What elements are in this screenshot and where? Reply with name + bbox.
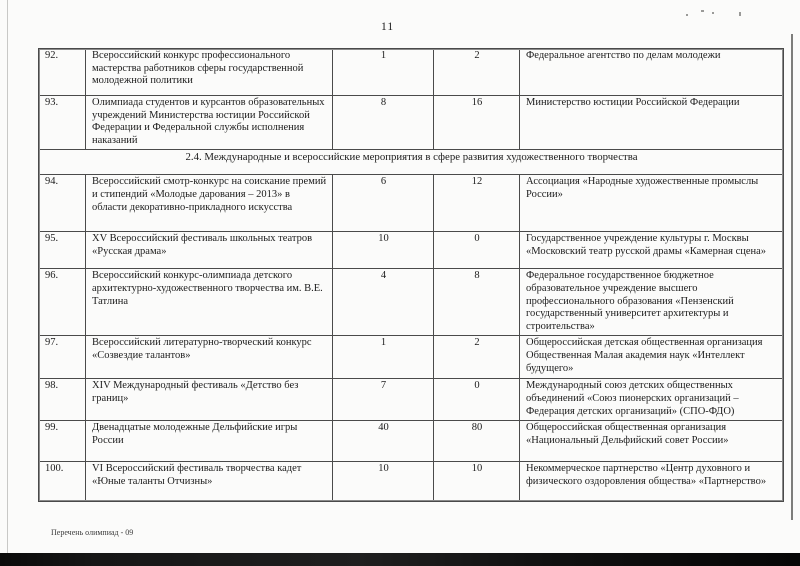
count-cell: 1 — [333, 49, 434, 96]
organizer-cell: Международный союз детских общественных объединений «Союз пионерских организаций – Федерация детских организаций» (СПО-ФДО) — [520, 379, 784, 421]
count-cell: 8 — [434, 269, 520, 336]
scan-artifact — [701, 10, 704, 12]
scan-artifact — [739, 12, 741, 16]
row-number-cell: 93. — [39, 96, 86, 150]
count-cell: 7 — [333, 379, 434, 421]
row-number-cell: 95. — [39, 232, 86, 269]
count-cell: 1 — [333, 336, 434, 379]
event-title-cell: Двенадцатые молодежные Дельфийские игры России — [86, 421, 333, 462]
organizer-cell: Общероссийская детская общественная организация Общественная Малая академия наук «Интеллект будущего» — [520, 336, 784, 379]
row-number-cell: 92. — [39, 49, 86, 96]
count-cell: 4 — [333, 269, 434, 336]
count-cell: 2 — [434, 336, 520, 379]
section-header-row — [39, 150, 784, 175]
event-title-cell: VI Всероссийский фестиваль творчества кадет «Юные таланты Отчизны» — [86, 462, 333, 502]
count-cell: 12 — [434, 175, 520, 232]
count-cell: 6 — [333, 175, 434, 232]
count-cell: 0 — [434, 379, 520, 421]
table-row — [39, 96, 784, 150]
count-cell: 0 — [434, 232, 520, 269]
scan-edge-line — [791, 34, 793, 520]
count-cell: 40 — [333, 421, 434, 462]
row-number-cell: 97. — [39, 336, 86, 379]
scan-edge-line — [7, 0, 8, 553]
organizer-cell: Общероссийская общественная организация «Национальный Дельфийский совет России» — [520, 421, 784, 462]
page-number: 11 — [381, 21, 395, 33]
table-row — [39, 379, 784, 421]
event-title-cell: Всероссийский смотр-конкурс на соискание премий и стипендий «Молодые дарования – 2013» в области декоративно-прикладного искусства — [86, 175, 333, 232]
scan-artifact — [686, 14, 688, 16]
organizer-cell: Федеральное агентство по делам молодежи — [520, 49, 784, 96]
table-row — [39, 269, 784, 336]
table-row — [39, 175, 784, 232]
table-row — [39, 232, 784, 269]
table-row — [39, 336, 784, 379]
count-cell: 80 — [434, 421, 520, 462]
row-number-cell: 96. — [39, 269, 86, 336]
count-cell: 16 — [434, 96, 520, 150]
table-row — [39, 462, 784, 502]
organizer-cell: Федеральное государственное бюджетное образовательное учреждение высшего профессионального образования «Пензенский государственный университет архитектуры и строительства» — [520, 269, 784, 336]
table-row — [39, 421, 784, 462]
table-row — [39, 49, 784, 96]
count-cell: 2 — [434, 49, 520, 96]
organizer-cell: Ассоциация «Народные художественные промыслы России» — [520, 175, 784, 232]
document-footer-note: Перечень олимпиад - 09 — [51, 528, 134, 537]
count-cell: 10 — [434, 462, 520, 502]
row-number-cell: 99. — [39, 421, 86, 462]
event-title-cell: XV Всероссийский фестиваль школьных театров «Русская драма» — [86, 232, 333, 269]
events-table — [38, 48, 784, 502]
count-cell: 10 — [333, 232, 434, 269]
event-title-cell: XIV Международный фестиваль «Детство без границ» — [86, 379, 333, 421]
row-number-cell: 98. — [39, 379, 86, 421]
section-header: 2.4. Международные и всероссийские мероприятия в сфере развития художественного творчества — [39, 150, 784, 175]
event-title-cell: Всероссийский конкурс-олимпиада детского архитектурно-художественного творчества им. В.Е. Татлина — [86, 269, 333, 336]
event-title-cell: Всероссийский конкурс профессионального мастерства работников сферы государственной молодежной политики — [86, 49, 333, 96]
organizer-cell: Министерство юстиции Российской Федерации — [520, 96, 784, 150]
event-title-cell: Всероссийский литературно-творческий конкурс «Созвездие талантов» — [86, 336, 333, 379]
organizer-cell: Государственное учреждение культуры г. Москвы «Московский театр русской драмы «Камерная сцена» — [520, 232, 784, 269]
event-title-cell: Олимпиада студентов и курсантов образовательных учреждений Министерства юстиции Российской Федерации и Федеральной службы исполнения наказаний — [86, 96, 333, 150]
scan-artifact — [712, 12, 714, 14]
count-cell: 10 — [333, 462, 434, 502]
scan-bottom-bar — [0, 553, 800, 566]
row-number-cell: 94. — [39, 175, 86, 232]
count-cell: 8 — [333, 96, 434, 150]
organizer-cell: Некоммерческое партнерство «Центр духовного и физического оздоровления общества» «Партнерство» — [520, 462, 784, 502]
row-number-cell: 100. — [39, 462, 86, 502]
